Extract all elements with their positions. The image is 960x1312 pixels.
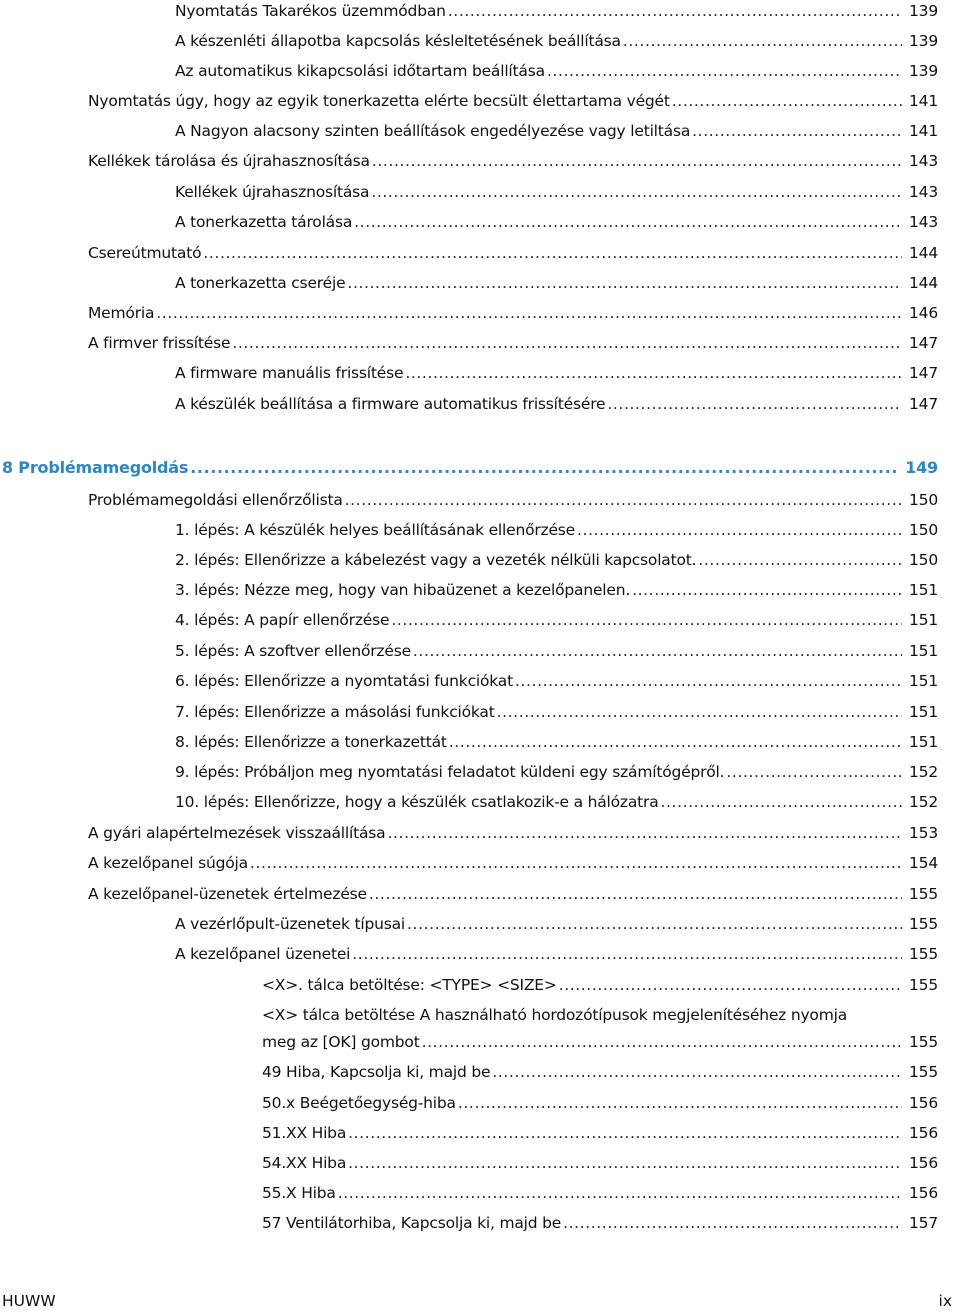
footer-page-number: ix — [938, 1292, 952, 1310]
toc-leader-dots — [348, 1122, 902, 1144]
toc-entry[interactable] — [175, 791, 938, 813]
toc-entry-title: Csereútmutató — [88, 244, 202, 262]
toc-entry[interactable] — [262, 1152, 938, 1174]
toc-leader-dots — [515, 670, 902, 692]
toc-leader-dots — [623, 30, 902, 52]
toc-entry[interactable] — [88, 883, 938, 905]
toc-page-number: 139 — [909, 32, 938, 50]
toc-leader-dots — [371, 181, 902, 203]
toc-page-number: 156 — [909, 1154, 938, 1172]
toc-entry-title: 49 Hiba, Kapcsolja ki, majd be — [262, 1063, 491, 1081]
toc-entry[interactable] — [175, 519, 938, 541]
toc-page-number: 155 — [909, 885, 938, 903]
toc-entry-title: <X>. tálca betöltése: <TYPE> <SIZE> — [262, 976, 557, 994]
toc-entry[interactable] — [175, 913, 938, 935]
toc-page-number: 147 — [909, 364, 938, 382]
toc-page-number: 146 — [909, 304, 938, 322]
toc-entry[interactable] — [175, 272, 938, 294]
toc-entry[interactable] — [175, 943, 938, 965]
toc-entry-title: A kezelőpanel-üzenetek értelmezése — [88, 885, 367, 903]
toc-page-number: 156 — [909, 1184, 938, 1202]
toc-page-number: 151 — [909, 672, 938, 690]
toc-entry-title: 5. lépés: A szoftver ellenőrzése — [175, 642, 411, 660]
toc-entry[interactable] — [262, 1031, 938, 1053]
footer-language-code: HUWW — [2, 1292, 56, 1310]
toc-leader-dots — [232, 332, 902, 354]
toc-chapter-entry[interactable] — [2, 457, 938, 479]
toc-page-number: 151 — [909, 581, 938, 599]
toc-leader-dots — [726, 761, 902, 783]
toc-leader-dots — [661, 791, 903, 813]
toc-leader-dots — [413, 640, 902, 662]
toc-entry-title: Memória — [88, 304, 155, 322]
toc-entry-title: 4. lépés: A papír ellenőrzése — [175, 611, 390, 629]
toc-page-number: 157 — [909, 1214, 938, 1232]
toc-page-number: 155 — [909, 976, 938, 994]
toc-page-number: 153 — [909, 824, 938, 842]
toc-page-number: 154 — [909, 854, 938, 872]
toc-entry[interactable] — [175, 640, 938, 662]
toc-page-number: 155 — [909, 1033, 938, 1051]
toc-entry[interactable] — [175, 609, 938, 631]
toc-entry[interactable] — [262, 974, 938, 996]
toc-entry-title: Nyomtatás Takarékos üzemmódban — [175, 2, 446, 20]
toc-chapter-title: 8 Problémamegoldás — [2, 458, 189, 477]
toc-leader-dots — [449, 731, 902, 753]
toc-entry-title: A tonerkazetta cseréje — [175, 274, 346, 292]
toc-leader-dots — [347, 272, 902, 294]
toc-entry[interactable] — [88, 302, 938, 324]
toc-entry-title-line1[interactable]: <X> tálca betöltése A használható hordozótípusok megjelenítéséhez nyomja — [262, 1006, 848, 1024]
toc-entry-title: 2. lépés: Ellenőrizze a kábelezést vagy a vezeték nélküli kapcsolatot. — [175, 551, 697, 569]
toc-leader-dots — [692, 120, 902, 142]
toc-leader-dots — [190, 457, 899, 479]
toc-page-number: 139 — [909, 2, 938, 20]
toc-page-number: 155 — [909, 1063, 938, 1081]
toc-entry[interactable] — [175, 362, 938, 384]
toc-page-number: 141 — [909, 92, 938, 110]
toc-entry[interactable] — [88, 852, 938, 874]
toc-entry[interactable] — [175, 579, 938, 601]
toc-page-number: 141 — [909, 122, 938, 140]
toc-entry[interactable] — [175, 0, 938, 22]
toc-entry-title: 50.x Beégetőegység-hiba — [262, 1094, 456, 1112]
toc-page-number: 144 — [909, 244, 938, 262]
toc-entry[interactable] — [175, 393, 938, 415]
toc-leader-dots — [203, 242, 902, 264]
toc-page-number: 139 — [909, 62, 938, 80]
toc-entry-title: 55.X Hiba — [262, 1184, 336, 1202]
toc-page-number: 150 — [909, 491, 938, 509]
toc-leader-dots — [698, 549, 902, 571]
toc-entry-title: Az automatikus kikapcsolási időtartam beállítása — [175, 62, 545, 80]
toc-entry-title: A készülék beállítása a firmware automatikus frissítésére — [175, 395, 606, 413]
toc-page-number: 143 — [909, 213, 938, 231]
toc-leader-dots — [348, 1152, 902, 1174]
toc-entry-title: A Nagyon alacsony szinten beállítások engedélyezése vagy letiltása — [175, 122, 691, 140]
toc-page-number: 150 — [909, 551, 938, 569]
toc-entry-title: 10. lépés: Ellenőrizze, hogy a készülék csatlakozik-e a hálózatra — [175, 793, 659, 811]
toc-entry-title: Kellékek újrahasznosítása — [175, 183, 370, 201]
toc-leader-dots — [448, 0, 902, 22]
toc-page-number: 151 — [909, 611, 938, 629]
toc-entry[interactable] — [175, 761, 938, 783]
toc-leader-dots — [492, 1061, 902, 1083]
toc-leader-dots — [156, 302, 902, 324]
toc-entry-title-line2: meg az [OK] gombot — [262, 1033, 420, 1051]
toc-leader-dots — [405, 362, 902, 384]
toc-page-number: 150 — [909, 521, 938, 539]
toc-entry-title: 1. lépés: A készülék helyes beállításának ellenőrzése — [175, 521, 576, 539]
toc-entry-title: 6. lépés: Ellenőrizze a nyomtatási funkciókat — [175, 672, 513, 690]
toc-entry[interactable] — [175, 549, 938, 571]
toc-leader-dots — [563, 1212, 902, 1234]
toc-entry[interactable] — [88, 489, 938, 511]
toc-entry[interactable] — [88, 822, 938, 844]
toc-entry-title: A készenléti állapotba kapcsolás késleltetésének beállítása — [175, 32, 621, 50]
toc-entry[interactable] — [175, 731, 938, 753]
toc-page-number: 155 — [909, 915, 938, 933]
toc-entry[interactable] — [175, 670, 938, 692]
toc-page-number: 143 — [909, 183, 938, 201]
toc-entry-title: 57 Ventilátorhiba, Kapcsolja ki, majd be — [262, 1214, 562, 1232]
toc-page-number: 151 — [909, 703, 938, 721]
toc-entry[interactable] — [175, 181, 938, 203]
toc-entry[interactable] — [175, 701, 938, 723]
toc-page-number: 147 — [909, 334, 938, 352]
toc-entry-title: 54.XX Hiba — [262, 1154, 347, 1172]
toc-leader-dots — [372, 150, 902, 172]
toc-page-number: 144 — [909, 274, 938, 292]
toc-leader-dots — [354, 211, 902, 233]
toc-entry-title: 3. lépés: Nézze meg, hogy van hibaüzenet a kezelőpanelen. — [175, 581, 631, 599]
toc-entry[interactable] — [88, 242, 938, 264]
toc-entry-title: 7. lépés: Ellenőrizze a másolási funkciókat — [175, 703, 495, 721]
toc-leader-dots — [250, 852, 902, 874]
toc-entry[interactable] — [262, 1212, 938, 1234]
toc-leader-dots — [387, 822, 902, 844]
toc-entry-title: A gyári alapértelmezések visszaállítása — [88, 824, 386, 842]
toc-page-number: 149 — [905, 458, 938, 477]
toc-entry-title: Kellékek tárolása és újrahasznosítása — [88, 152, 370, 170]
toc-page-number: 147 — [909, 395, 938, 413]
toc-entry-title: 8. lépés: Ellenőrizze a tonerkazettát — [175, 733, 447, 751]
toc-entry[interactable] — [262, 1061, 938, 1083]
toc-leader-dots — [672, 90, 902, 112]
toc-leader-dots — [422, 1031, 902, 1053]
toc-entry[interactable] — [262, 1182, 938, 1204]
toc-entry[interactable] — [262, 1122, 938, 1144]
toc-entry-title: A firmware manuális frissítése — [175, 364, 404, 382]
toc-entry-title: A kezelőpanel üzenetei — [175, 945, 351, 963]
toc-entry-title: 9. lépés: Próbáljon meg nyomtatási feladatot küldeni egy számítógépről. — [175, 763, 725, 781]
toc-page-number: 151 — [909, 642, 938, 660]
toc-entry[interactable] — [175, 211, 938, 233]
toc-leader-dots — [391, 609, 902, 631]
toc-entry[interactable] — [175, 30, 938, 52]
toc-leader-dots — [458, 1092, 902, 1114]
toc-entry-title: A vezérlőpult-üzenetek típusai — [175, 915, 406, 933]
toc-leader-dots — [632, 579, 902, 601]
toc-page-number: 152 — [909, 763, 938, 781]
toc-leader-dots — [547, 60, 902, 82]
toc-leader-dots — [338, 1182, 902, 1204]
toc-leader-dots — [352, 943, 902, 965]
toc-leader-dots — [559, 974, 902, 996]
toc-leader-dots — [497, 701, 902, 723]
toc-entry-title: A tonerkazetta tárolása — [175, 213, 353, 231]
toc-entry-title: Nyomtatás úgy, hogy az egyik tonerkazetta elérte becsült élettartama végét — [88, 92, 670, 110]
toc-entry-title: A firmver frissítése — [88, 334, 231, 352]
toc-page-number: 151 — [909, 733, 938, 751]
toc-leader-dots — [369, 883, 902, 905]
toc-entry[interactable] — [88, 150, 938, 172]
toc-entry[interactable] — [88, 332, 938, 354]
toc-entry-title: Problémamegoldási ellenőrzőlista — [88, 491, 343, 509]
toc-leader-dots — [345, 489, 902, 511]
toc-leader-dots — [407, 913, 902, 935]
toc-leader-dots — [577, 519, 902, 541]
toc-entry[interactable] — [175, 120, 938, 142]
toc-page-number: 156 — [909, 1124, 938, 1142]
toc-entry-title: A kezelőpanel súgója — [88, 854, 248, 872]
toc-page-number: 143 — [909, 152, 938, 170]
toc-page-number: 152 — [909, 793, 938, 811]
toc-entry[interactable] — [262, 1092, 938, 1114]
toc-entry-title: 51.XX Hiba — [262, 1124, 347, 1142]
toc-entry[interactable] — [88, 90, 938, 112]
toc-page-number: 155 — [909, 945, 938, 963]
toc-leader-dots — [607, 393, 902, 415]
toc-page-number: 156 — [909, 1094, 938, 1112]
toc-entry[interactable] — [175, 60, 938, 82]
